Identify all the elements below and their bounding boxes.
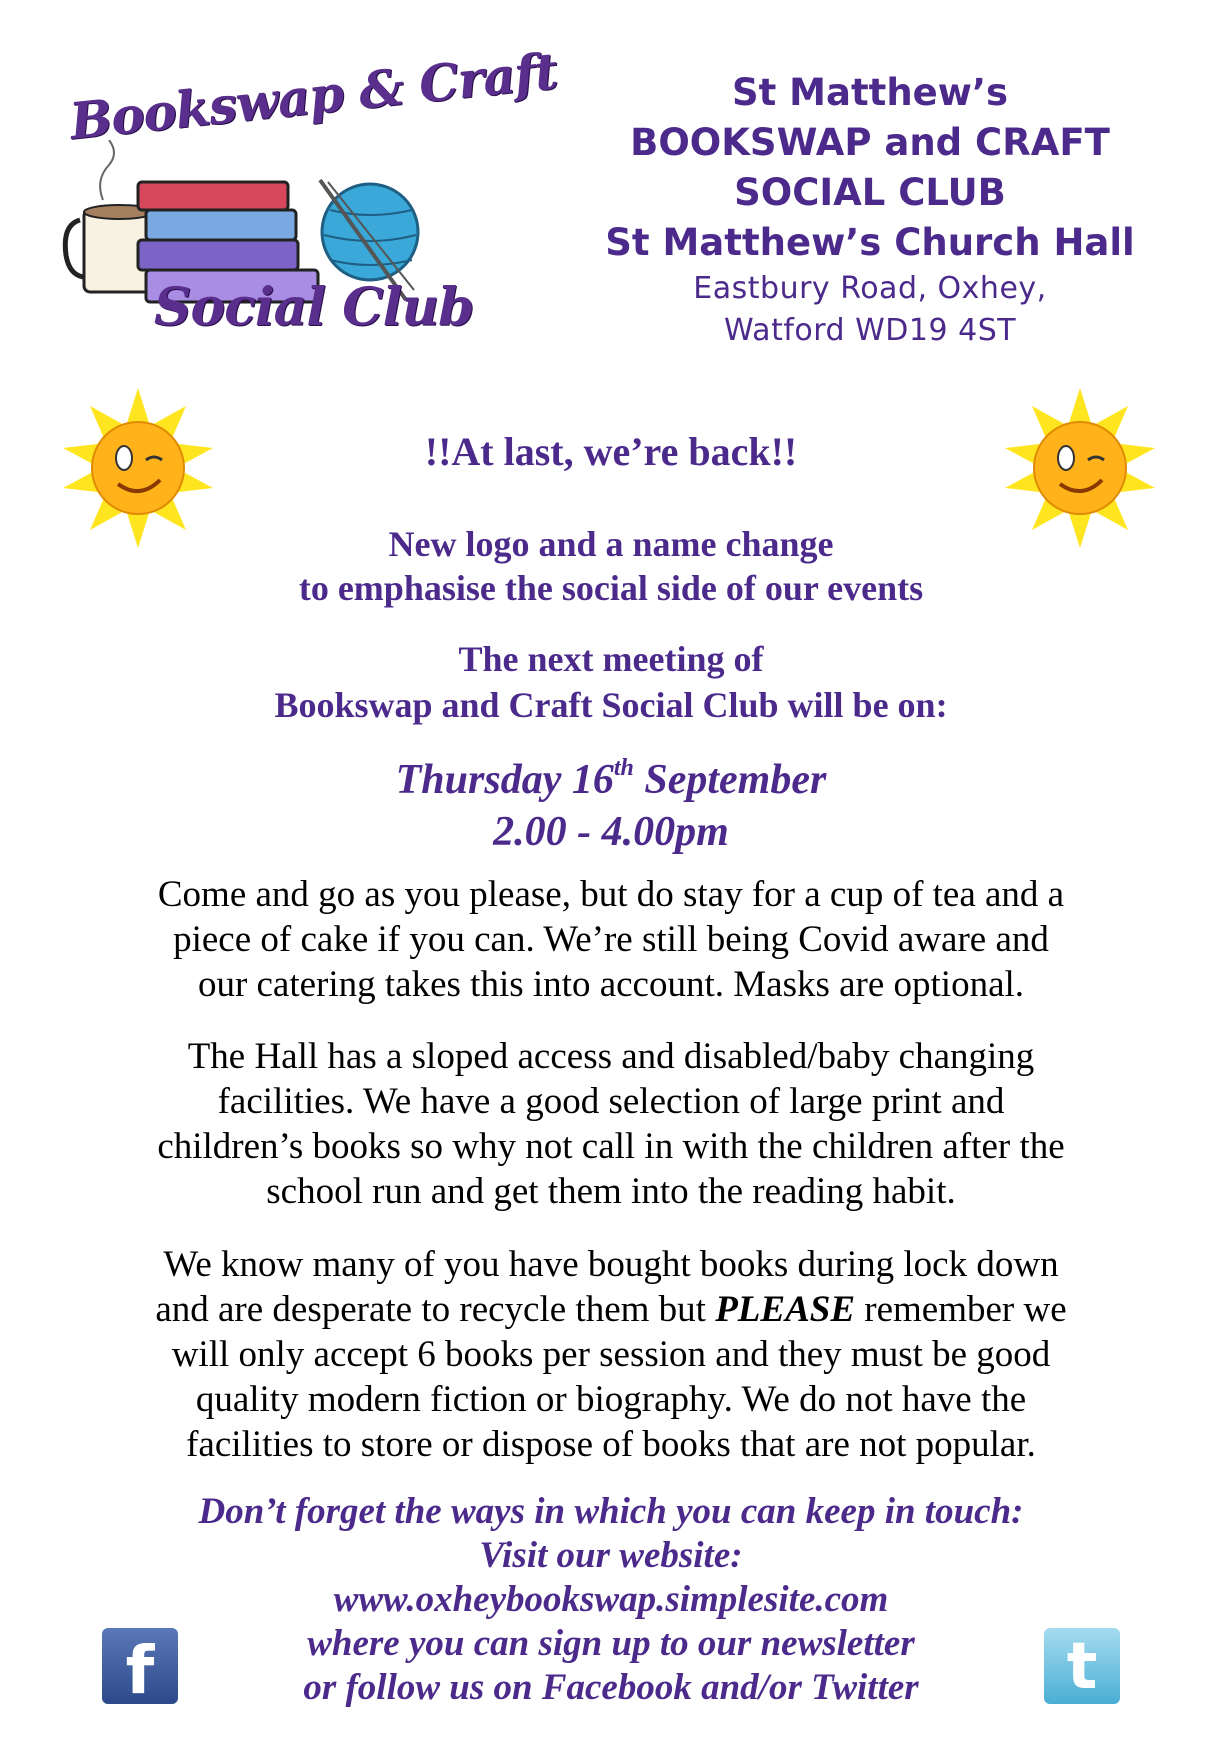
paragraph-line: school run and get them into the reading habit.: [266, 1171, 956, 1212]
paragraph-line: piece of cake if you can. We’re still being Covid aware and: [173, 919, 1049, 960]
logo-news-line: to emphasise the social side of our events: [298, 568, 924, 608]
paragraph-line: facilities. We have a good selection of large print and: [217, 1081, 1005, 1122]
logo-title: Bookswap & Craft: [66, 41, 560, 151]
next-meeting-line: Bookswap and Craft Social Club will be on:: [274, 685, 948, 725]
logo-news: [60, 522, 1162, 610]
paragraph-book-policy: [60, 1242, 1162, 1467]
logo-subtitle: Social Club: [154, 277, 474, 338]
paragraph-line: facilities to store or dispose of books that are not popular.: [186, 1424, 1036, 1465]
paragraph-visit: [60, 872, 1162, 1007]
date-day: Thursday 16: [395, 757, 614, 803]
header-line: SOCIAL CLUB: [734, 171, 1006, 214]
paragraph-line: The Hall has a sloped access and disabled/baby changing: [187, 1036, 1035, 1077]
club-logo: [58, 41, 560, 352]
tagline: !!At last, we’re back!!: [424, 429, 798, 474]
venue-header: [560, 68, 1180, 352]
paragraph-line: our catering takes this into account. Masks are optional.: [197, 964, 1025, 1005]
address-line: Eastbury Road, Oxhey,: [693, 271, 1047, 306]
contact-info: [60, 1490, 1162, 1710]
facebook-icon[interactable]: f: [102, 1628, 178, 1704]
paragraph-line: Come and go as you please, but do stay for a cup of tea and a: [157, 874, 1065, 915]
website-link[interactable]: www.oxheybookswap.simplesite.com: [333, 1579, 889, 1620]
contact-line: Don’t forget the ways in which you can keep in touch:: [198, 1491, 1024, 1532]
paragraph-facilities: [60, 1034, 1162, 1214]
logo-news-line: New logo and a name change: [388, 524, 834, 564]
paragraph-line: We know many of you have bought books during lock down: [163, 1244, 1059, 1285]
header-line: BOOKSWAP and CRAFT: [630, 121, 1110, 164]
address-line: Watford WD19 4ST: [723, 313, 1017, 348]
meeting-time: 2.00 - 4.00pm: [493, 809, 729, 855]
header-line: St Matthew’s: [731, 71, 1009, 114]
please-emphasis: PLEASE: [715, 1289, 856, 1330]
date-line: [60, 742, 1162, 806]
date-month: September: [633, 757, 827, 803]
text-run: remember we: [855, 1289, 1067, 1330]
paragraph-line: quality modern fiction or biography. We do not have the: [195, 1379, 1027, 1420]
contact-line: where you can sign up to our newsletter: [307, 1623, 915, 1664]
date-suffix: th: [613, 755, 634, 781]
text-run: and are desperate to recycle them but: [155, 1289, 716, 1330]
contact-line: or follow us on Facebook and/or Twitter: [303, 1667, 919, 1708]
meeting-date: [60, 742, 1162, 858]
contact-line: Visit our website:: [479, 1535, 743, 1576]
paragraph-line: [60, 1287, 1162, 1332]
twitter-icon[interactable]: t: [1044, 1628, 1120, 1704]
next-meeting: [60, 636, 1162, 728]
next-meeting-line: The next meeting of: [458, 639, 764, 679]
header-line: St Matthew’s Church Hall: [605, 221, 1135, 264]
paragraph-line: children’s books so why not call in with the children after the: [157, 1126, 1065, 1167]
paragraph-line: will only accept 6 books per session and they must be good: [171, 1334, 1051, 1375]
